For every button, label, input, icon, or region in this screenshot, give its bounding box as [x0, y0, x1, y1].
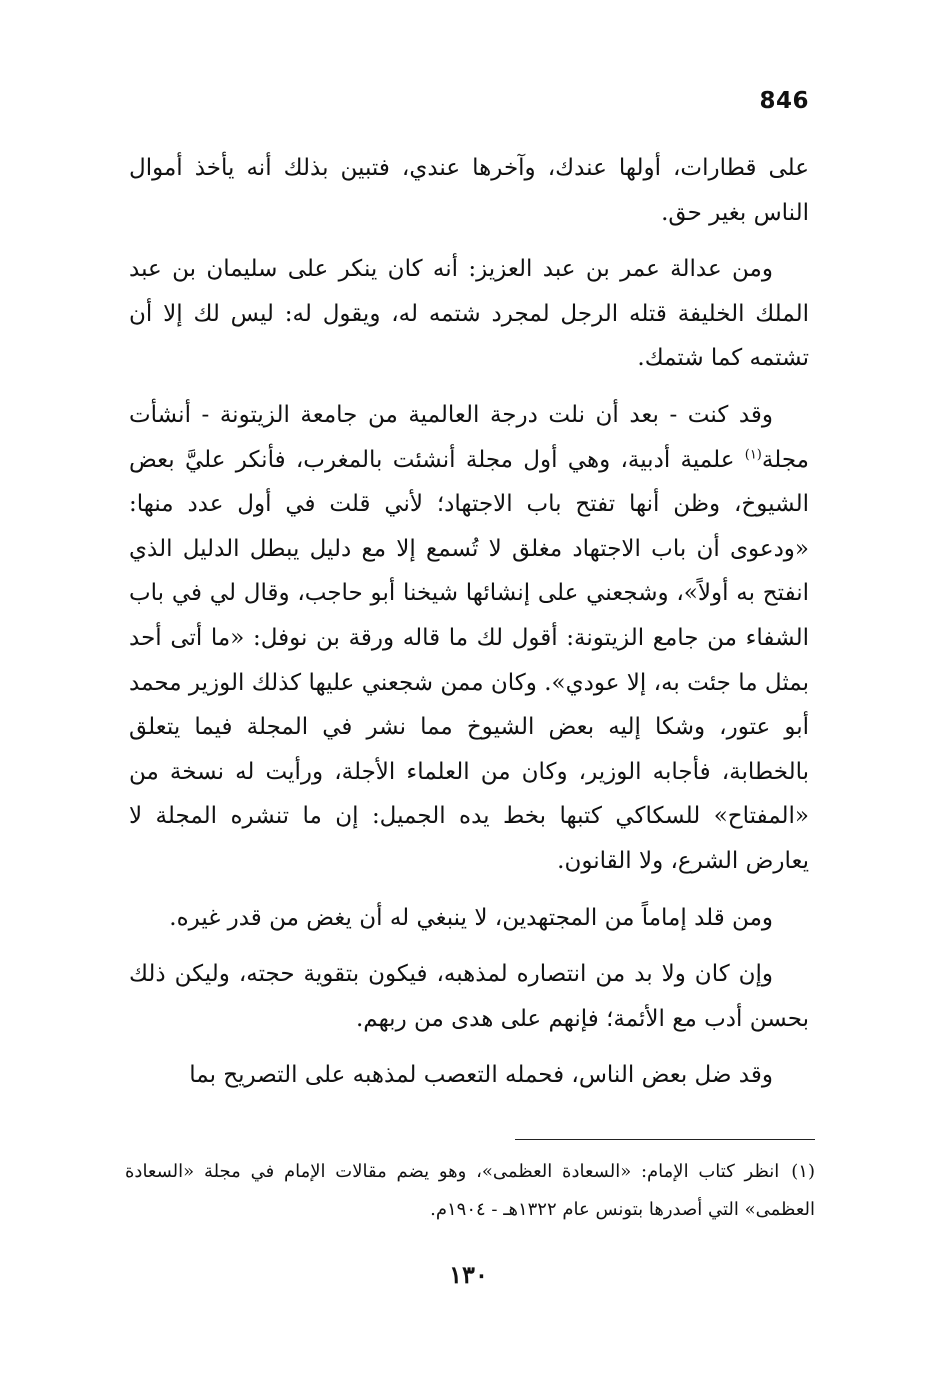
paragraph-4: ومن قلد إماماً من المجتهدين، لا ينبغي له أن يغض من قدر غيره.	[169, 904, 773, 931]
page-number-top: 846	[759, 88, 809, 114]
footnote-1	[125, 1153, 815, 1229]
footnote-1-number: (١)	[791, 1161, 815, 1182]
page-number-bottom: ١٣٠	[449, 1260, 488, 1289]
paragraph-6: وقد ضل بعض الناس، فحمله التعصب لمذهبه على التصريح بما	[189, 1062, 773, 1089]
paragraph-1: على قطارات، أولها عندك، وآخرها عندي، فتبين بذلك أنه يأخذ أموال الناس بغير حق.	[129, 155, 809, 226]
paragraph-3	[129, 393, 809, 884]
footnote-1-text: انظر كتاب الإمام: «السعادة العظمى»، وهو يضم مقالات الإمام في مجلة «السعادة العظمى» التي أصدرها بتونس عام ١٣٢٢هـ - ١٩٠٤م.	[125, 1161, 815, 1220]
footnotes	[125, 1153, 815, 1229]
paragraph-2: ومن عدالة عمر بن عبد العزيز: أنه كان ينكر على سليمان بن عبد الملك الخليفة قتله الرجل لمجرد شتمه له، ويقول له: ليس لك إلا أن تشتمه كما شتمك.	[129, 256, 809, 372]
main-text	[129, 146, 809, 1110]
paragraph-3-part-a: وقد كنت - بعد أن نلت درجة العالمية من جامعة الزيتونة - أنشأت مجلة	[129, 401, 809, 473]
paragraph-5: وإن كان ولا بد من انتصاره لمذهبه، فيكون بتقوية حجته، وليكن ذلك بحسن أدب مع الأئمة؛ فإنهم على هدى من ربهم.	[129, 961, 809, 1032]
paragraph-3-part-b: علمية أدبية، وهي أول مجلة أنشئت بالمغرب، فأنكر عليَّ بعض الشيوخ، وظن أنها تفتح باب الاجتهاد؛ لأني قلت في أول عدد منها: «ودعوى أن باب الاجتهاد مغلق لا تُسمع إلا مع دليل يبطل الدليل الذي انفتح به أولاً»، وشجعني على إنشائها شيخنا أبو حاجب، وقال لي في باب الشفاء من جامع الزيتونة: أقول لك ما قاله ورقة بن نوفل: «ما أتى أحد بمثل ما جئت به، إلا عودي». وكان ممن شجعني عليها كذلك الوزير محمد أبو عتور، وشكا إليه بعض الشيوخ مما نشر في المجلة فيما يتعلق بالخطابة، فأجابه الوزير، وكان من العلماء الأجلة، ورأيت له نسخة من «المفتاح» للسكاكي كتبها بخط يده الجميل: إن ما تنشره المجلة لا يعارض الشرع، ولا القانون.	[129, 446, 809, 874]
footnote-reference-1[interactable]: (١)	[744, 446, 762, 462]
footnote-separator	[515, 1139, 815, 1140]
